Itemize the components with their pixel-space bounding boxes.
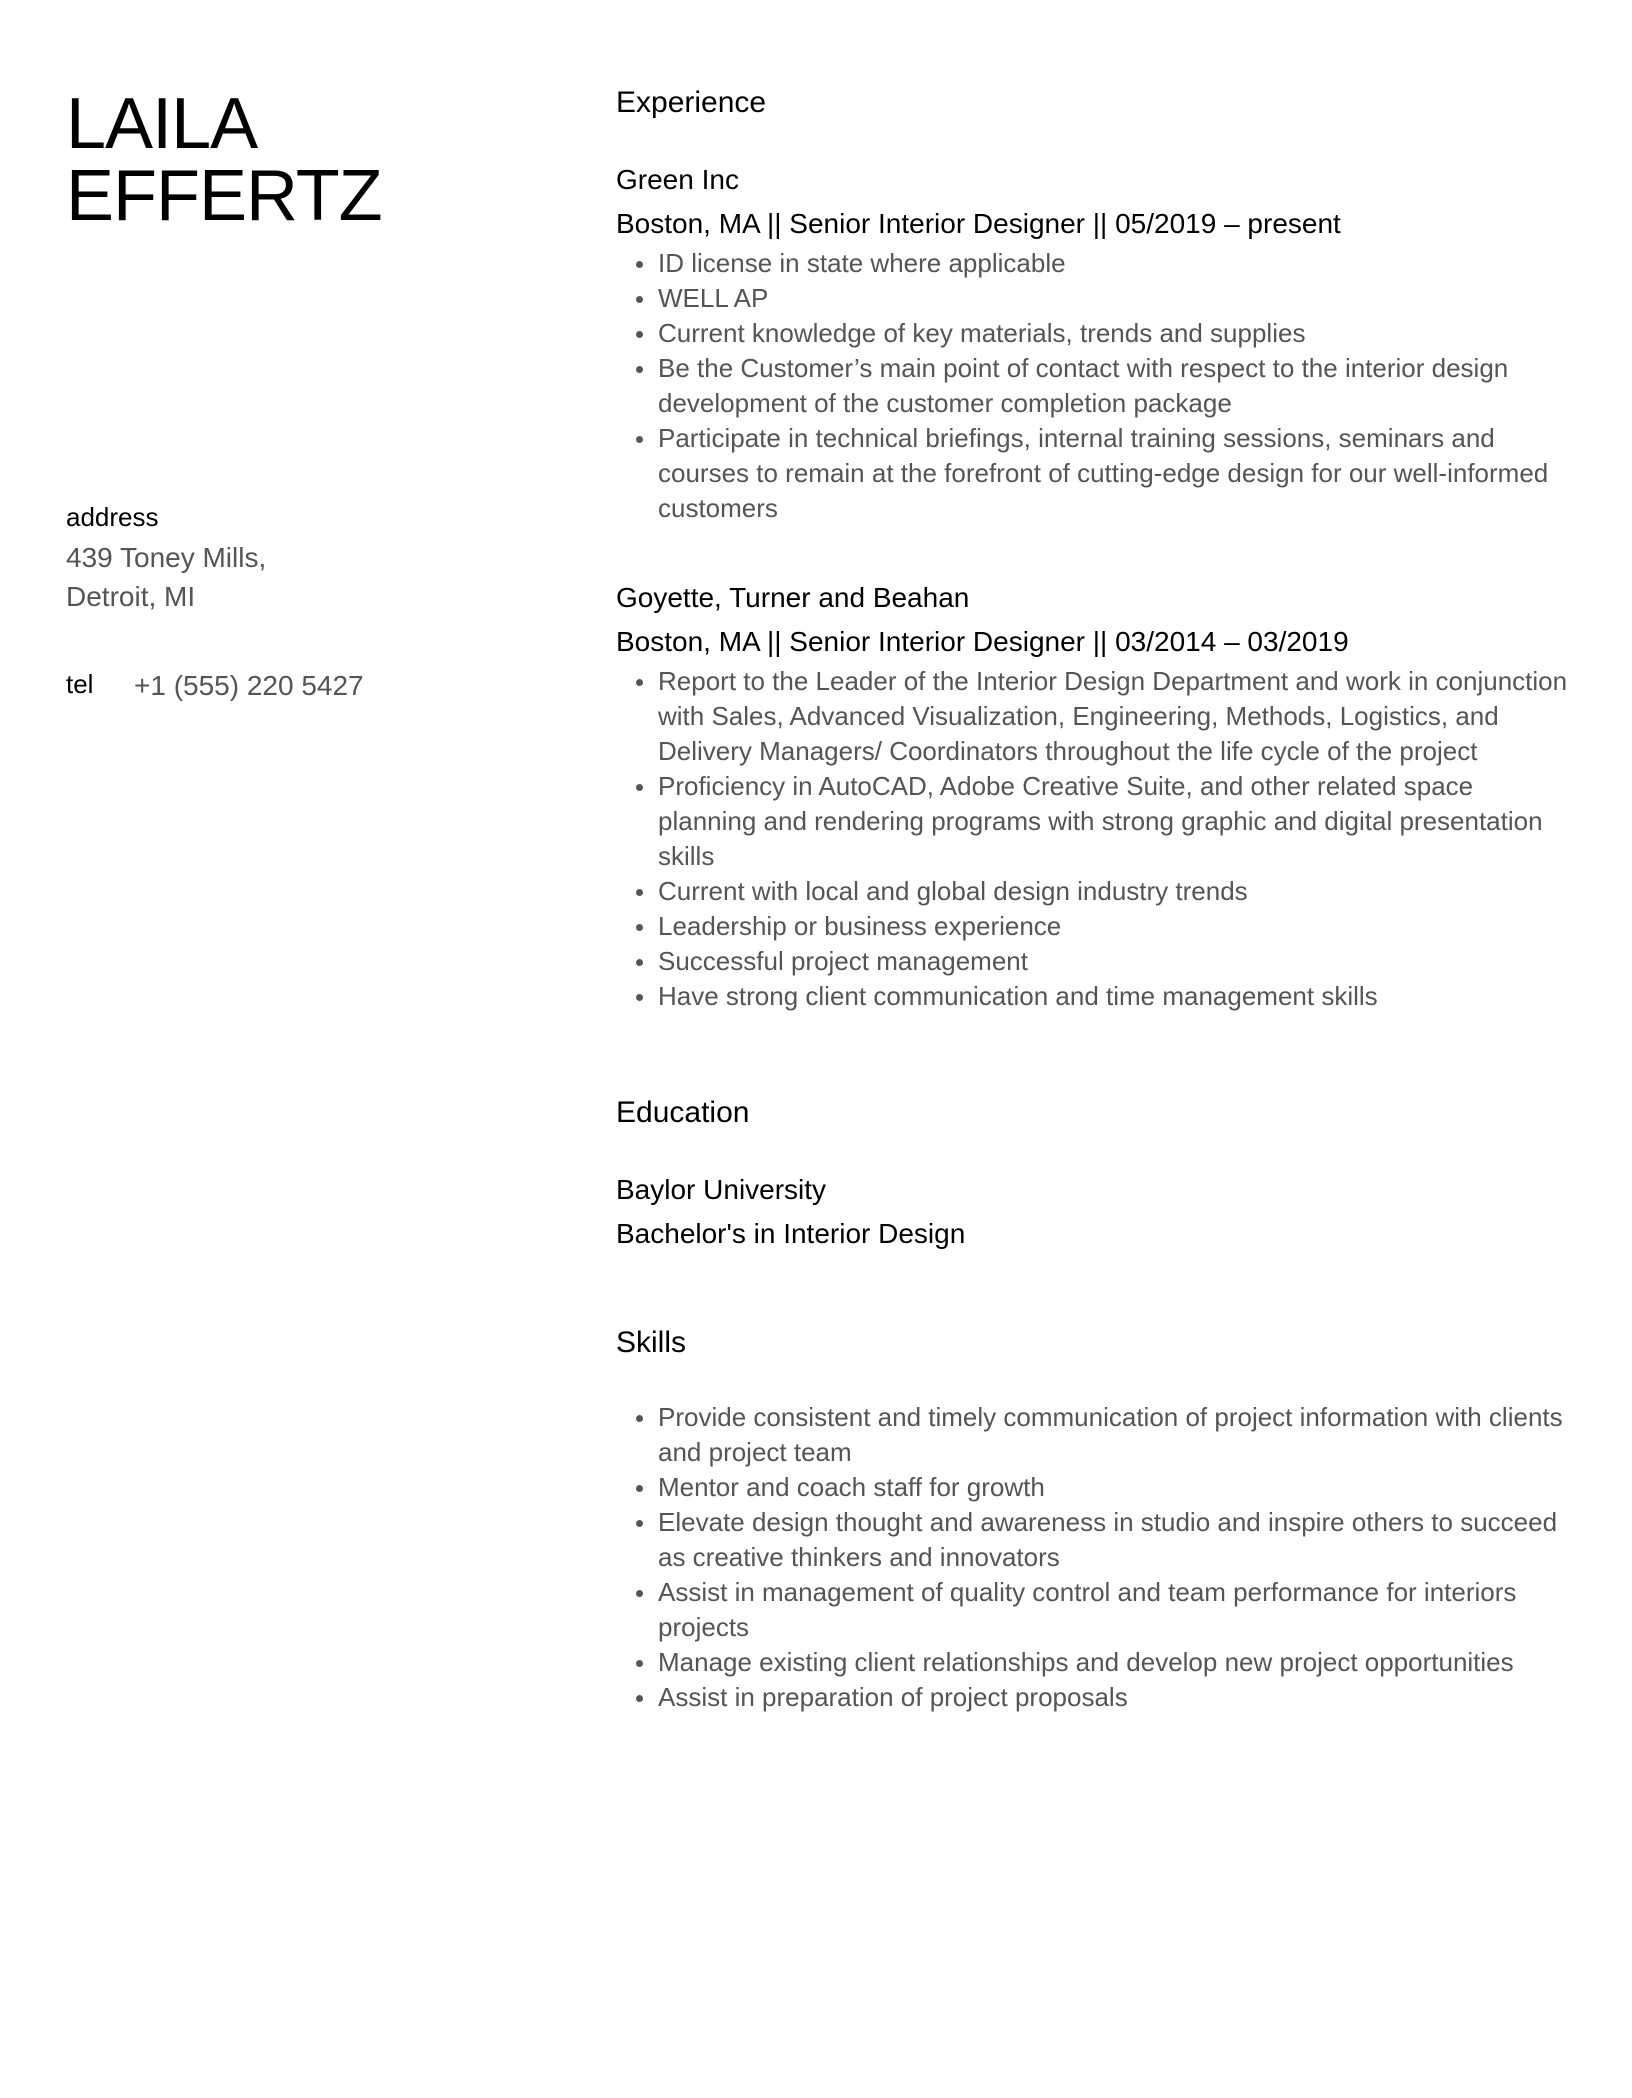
experience-title: Experience	[616, 86, 767, 119]
skill-item: Assist in preparation of project proposals	[658, 1680, 1576, 1715]
skills-title: Skills	[616, 1326, 687, 1359]
school-name: Baylor University	[616, 1174, 827, 1205]
candidate-name	[66, 84, 382, 236]
job-meta: Boston, MA || Senior Interior Designer || 05/2019 – present	[616, 208, 1341, 239]
experience-section	[616, 82, 1576, 1014]
experience-entry	[616, 160, 1576, 526]
bullet-item: WELL AP	[658, 281, 1576, 316]
skill-item: Mentor and coach staff for growth	[658, 1470, 1576, 1505]
skill-item: Manage existing client relationships and develop new project opportunities	[658, 1645, 1576, 1680]
job-bullets	[616, 664, 1576, 1014]
bullet-item: Have strong client communication and time management skills	[658, 979, 1576, 1014]
last-name: EFFERTZ	[66, 156, 382, 236]
address-line-1: 439 Toney Mills,	[66, 542, 267, 573]
bullet-item: ID license in state where applicable	[658, 246, 1576, 281]
bullet-item: Successful project management	[658, 944, 1576, 979]
bullet-item: Current with local and global design industry trends	[658, 874, 1576, 909]
address-value	[66, 538, 266, 616]
company-name: Green Inc	[616, 164, 739, 195]
bullet-item: Report to the Leader of the Interior Design Department and work in conjunction with Sales, Advanced Visualization, Engineering, Methods, Logistics, and Delivery Managers/ Coordinators throughout the life cycle of the project	[658, 664, 1576, 769]
bullet-item: Proficiency in AutoCAD, Adobe Creative Suite, and other related space planning and rendering programs with strong graphic and digital presentation skills	[658, 769, 1576, 874]
main-column	[616, 82, 1576, 1715]
job-bullets	[616, 246, 1576, 526]
address-label: address	[66, 502, 159, 532]
job-meta: Boston, MA || Senior Interior Designer || 03/2014 – 03/2019	[616, 626, 1349, 657]
bullet-item: Current knowledge of key materials, trends and supplies	[658, 316, 1576, 351]
skills-list	[616, 1400, 1576, 1715]
education-section	[616, 1092, 1576, 1254]
education-title: Education	[616, 1096, 750, 1129]
skill-item: Elevate design thought and awareness in studio and inspire others to succeed as creative thinkers and innovators	[658, 1505, 1576, 1575]
bullet-item: Leadership or business experience	[658, 909, 1576, 944]
first-name: LAILA	[66, 84, 258, 164]
skill-item: Provide consistent and timely communication of project information with clients and project team	[658, 1400, 1576, 1470]
address-line-2: Detroit, MI	[66, 581, 196, 612]
tel-label: tel	[66, 669, 94, 699]
bullet-item: Participate in technical briefings, internal training sessions, seminars and courses to remain at the forefront of cutting-edge design for our well-informed customers	[658, 421, 1576, 526]
experience-entry	[616, 578, 1576, 1014]
skills-section	[616, 1322, 1576, 1715]
bullet-item: Be the Customer’s main point of contact with respect to the interior design development of the customer completion package	[658, 351, 1576, 421]
company-name: Goyette, Turner and Beahan	[616, 582, 970, 613]
tel-value: +1 (555) 220 5427	[134, 670, 364, 701]
skill-item: Assist in management of quality control and team performance for interiors projects	[658, 1575, 1576, 1645]
degree: Bachelor's in Interior Design	[616, 1218, 966, 1249]
